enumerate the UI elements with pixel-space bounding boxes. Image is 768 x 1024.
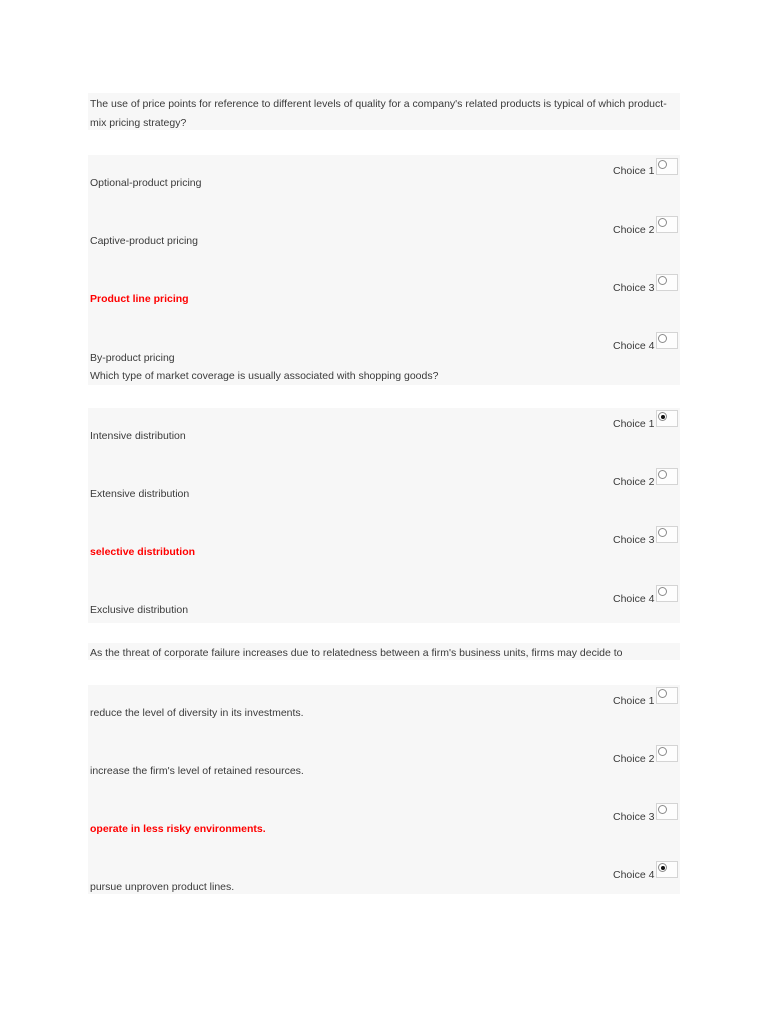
question-3-option-3-label: Choice 3 (613, 811, 655, 823)
question-3-option-1-radio[interactable] (656, 687, 678, 704)
question-3-option-4-label: Choice 4 (613, 869, 655, 881)
question-3-option-3-text: operate in less risky environments. (90, 823, 266, 835)
question-2-option-2-label: Choice 2 (613, 476, 655, 488)
question-1-option-1-radio[interactable] (656, 158, 678, 175)
question-2-option-3-radio[interactable] (656, 526, 678, 543)
question-1-option-3-radio[interactable] (656, 274, 678, 291)
question-1-option-1-label: Choice 1 (613, 165, 655, 177)
question-2-option-4-text: Exclusive distribution (90, 604, 189, 616)
question-3-option-2-text: increase the firm's level of retained resources. (90, 765, 304, 777)
question-2-option-1-radio[interactable] (656, 410, 678, 427)
question-2-option-4-label: Choice 4 (613, 593, 655, 605)
question-1-option-2-label: Choice 2 (613, 224, 655, 236)
question-2-text: Which type of market coverage is usually associated with shopping goods? (90, 370, 439, 382)
question-1-option-4-text: By-product pricing (90, 352, 175, 364)
question-3-option-4-text: pursue unproven product lines. (90, 881, 235, 893)
question-3-option-2-radio[interactable] (656, 745, 678, 762)
question-2-option-3-text: selective distribution (90, 546, 196, 558)
question-1-option-2-text: Captive-product pricing (90, 235, 198, 247)
question-2-option-1-label: Choice 1 (613, 418, 655, 430)
question-1-option-2-radio[interactable] (656, 216, 678, 233)
question-1-option-3-text: Product line pricing (90, 293, 189, 305)
question-3-option-2-label: Choice 2 (613, 753, 655, 765)
question-1-option-4-label: Choice 4 (613, 340, 655, 352)
question-1-options-block (88, 155, 680, 385)
question-1-option-1-text: Optional-product pricing (90, 177, 202, 189)
question-1-text: The use of price points for reference to different levels of quality for a company's related products is typical of which product-mix pricing strategy? (90, 98, 667, 129)
question-1-option-3-label: Choice 3 (613, 282, 655, 294)
question-2-option-1-text: Intensive distribution (90, 430, 186, 442)
question-3-option-1-text: reduce the level of diversity in its investments. (90, 707, 304, 719)
question-2-option-2-text: Extensive distribution (90, 488, 190, 500)
question-3-text: As the threat of corporate failure increases due to relatedness between a firm's business units, firms may decide to (90, 647, 623, 659)
question-2-option-3-label: Choice 3 (613, 534, 655, 546)
question-1-option-4-radio[interactable] (656, 332, 678, 349)
question-2-option-4-radio[interactable] (656, 585, 678, 602)
question-3-option-3-radio[interactable] (656, 803, 678, 820)
question-3-option-4-radio[interactable] (656, 861, 678, 878)
question-2-option-2-radio[interactable] (656, 468, 678, 485)
question-3-option-1-label: Choice 1 (613, 695, 655, 707)
